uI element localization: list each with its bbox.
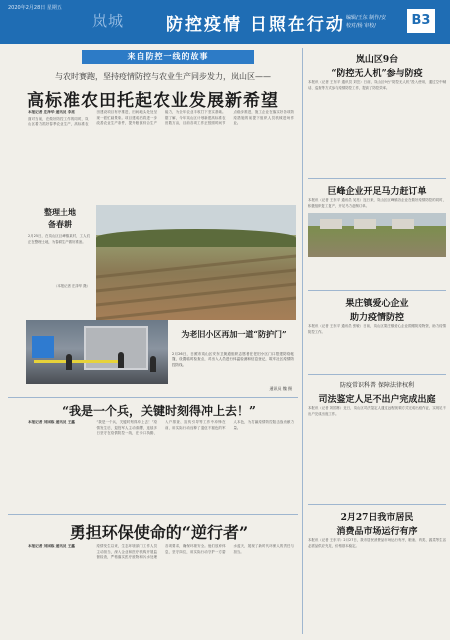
lead-text: 面对当前，在做好防控工作的同时，岚山区着力抓好春季农业生产，高标准农田建设项目有序推进，田间地头处处呈现一派忙碌景象。项目建成后将进一步改善农业生产条件，提升粮食综合生产能力，为全年农业丰收打下坚实基础。据了解，今年岚山区计划新建高标准农田数万亩，目前各项工作正按照时间节点稳步推进，施工企业在落实好各项防疫措施的前提下组织人员机械进场作业。 <box>28 110 294 126</box>
right-story1-headline-line1: 岚山区9台 <box>355 55 399 65</box>
bottom-story-headline: 勇担环保使命的“逆行者” <box>69 523 249 542</box>
side-story-text: 2月25日，在岚山区巨峰镇某村，工人们正在整理土地，为春耕生产做好准备。 <box>28 234 90 244</box>
mid-story-headline: “我是一个兵，关键时刻得冲上去！” <box>62 404 256 418</box>
photo-caption-credit: 通讯员 魏 摄 <box>269 386 292 391</box>
right-rule <box>308 374 446 375</box>
right-story5-body: 本报讯（记者 王东平）2月27日，我市居民消费品市场运行有序，粮油、肉类、蔬菜等生活必需品供应充足，价格基本稳定。 <box>308 538 446 548</box>
mid-story-byline: 本报记者 刘国栋 通讯员 王鑫 <box>28 420 75 424</box>
farmland-photo <box>96 205 296 320</box>
right-story1-body: 本报讯（记者 王东平 通讯员 刘芸）日前，岚山区9台“防控无人机”投入使用，通过空中喊话、巡查等方式参与疫情防控工作，提高了防控效率。 <box>308 80 446 90</box>
photo-caption-title: 为老旧小区再加一道“防护门” <box>181 329 287 339</box>
right-story2-body: 本报讯（记者 王东平 通讯员 吴亮）连日来，岚山区巨峰镇各企业在做好疫情防控的同时，积极组织复工复产，开足马力赶制订单。 <box>308 198 446 208</box>
side-story-body <box>28 234 90 282</box>
right-story2-body-cont <box>308 260 446 286</box>
date-line: 2020年2月28日 星期五 <box>8 5 62 11</box>
right-story2-headline: 巨峰企业开足马力赶订单 <box>327 187 427 197</box>
bottom-story-text: 疫情发生以来，生态环境部门工作人员主动担当，深入企业和医疗机构开展监督检查，严格落实医疗废物和污水处理各项要求，确保环境安全。他们放弃休息，坚守岗位，用实际行动守护一方碧水蓝天，展现了新时代环保人的责任与担当。 <box>96 544 294 559</box>
right-story5-headline-line1: 2月27日我市居民 <box>340 513 414 523</box>
right-story1-headline-line2: “防控无人机”参与防疫 <box>331 69 423 79</box>
right-story4-headline: 司法鉴定人足不出户完成出庭 <box>318 395 436 405</box>
header-side-info <box>346 14 386 30</box>
page-number: B3 <box>407 9 435 33</box>
right-rule <box>308 290 446 291</box>
right-story4-tag: 防疫常识科普 保障法律权利 <box>340 382 414 389</box>
column-divider <box>302 48 303 634</box>
right-story4-body: 本报讯（记者 刘国栋）近日，岚山区司法鉴定人通过远程视频方式完成出庭作证，实现足不出户完成出庭工作。 <box>308 406 446 416</box>
right-story5-headline-line2: 消费品市场运行有序 <box>336 527 418 537</box>
editor-line: 编辑/王东 制作/安 <box>346 15 386 21</box>
mid-story-body <box>28 420 294 512</box>
story-banner: 来自防控一线的故事 <box>82 50 254 64</box>
factory-photo <box>308 213 446 257</box>
checkpoint-photo <box>26 320 168 384</box>
header-bar <box>0 0 450 44</box>
lead-headline: 高标准农田托起农业发展新希望 <box>27 91 279 111</box>
bottom-story-body <box>28 544 294 634</box>
section-title: 防控疫情 日照在行动 <box>166 15 345 35</box>
proofreader-line: 校对/杨 审校/ <box>346 23 376 29</box>
right-rule <box>308 504 446 505</box>
bottom-story-byline: 本报记者 刘国栋 通讯员 王鑫 <box>28 544 75 548</box>
side-story-title: 整理土地 备春耕 <box>44 207 76 229</box>
right-story3-headline-line2: 助力疫情防控 <box>349 313 404 323</box>
right-story3-headline-line1: 果庄镇爱心企业 <box>345 299 409 309</box>
mid-story-text: “我是一个兵，关键时刻得冲上去！”疫情发生后，退役军人主动请缨，连续多日坚守在疫情防控一线，在卡口执勤、入户排查、宣传引导等工作中冲锋在前，用实际行动诠释了退伍不褪色的军人本色，为打赢疫情防控阻击战贡献力量。 <box>96 420 294 435</box>
photo-caption-body: 2月26日，日照市岚山区安东卫街道组织志愿者在老旧小区门口搭建防疫帐篷，设置临时检查点，对出入人员进行体温检测和信息登记，筑牢社区疫情防控防线。 <box>172 352 294 367</box>
right-story3-body: 本报讯（记者 王东平 通讯员 张敏）日前，岚山区果庄镇爱心企业捐赠防疫物资，助力疫情防控工作。 <box>308 324 446 334</box>
header-deco: 岚城 <box>92 12 125 30</box>
section-rule <box>8 397 298 398</box>
lead-body <box>28 110 294 200</box>
lead-byline: 本报记者 庄泽华 通讯员 李亮 <box>28 110 75 114</box>
right-rule <box>308 178 446 179</box>
section-rule <box>8 514 298 515</box>
side-story-credit: （本报记者 庄泽华 摄） <box>53 284 90 288</box>
lead-kicker: 与农时赛跑，坚持疫情防控与农业生产同步发力，岚山区—— <box>55 72 271 81</box>
